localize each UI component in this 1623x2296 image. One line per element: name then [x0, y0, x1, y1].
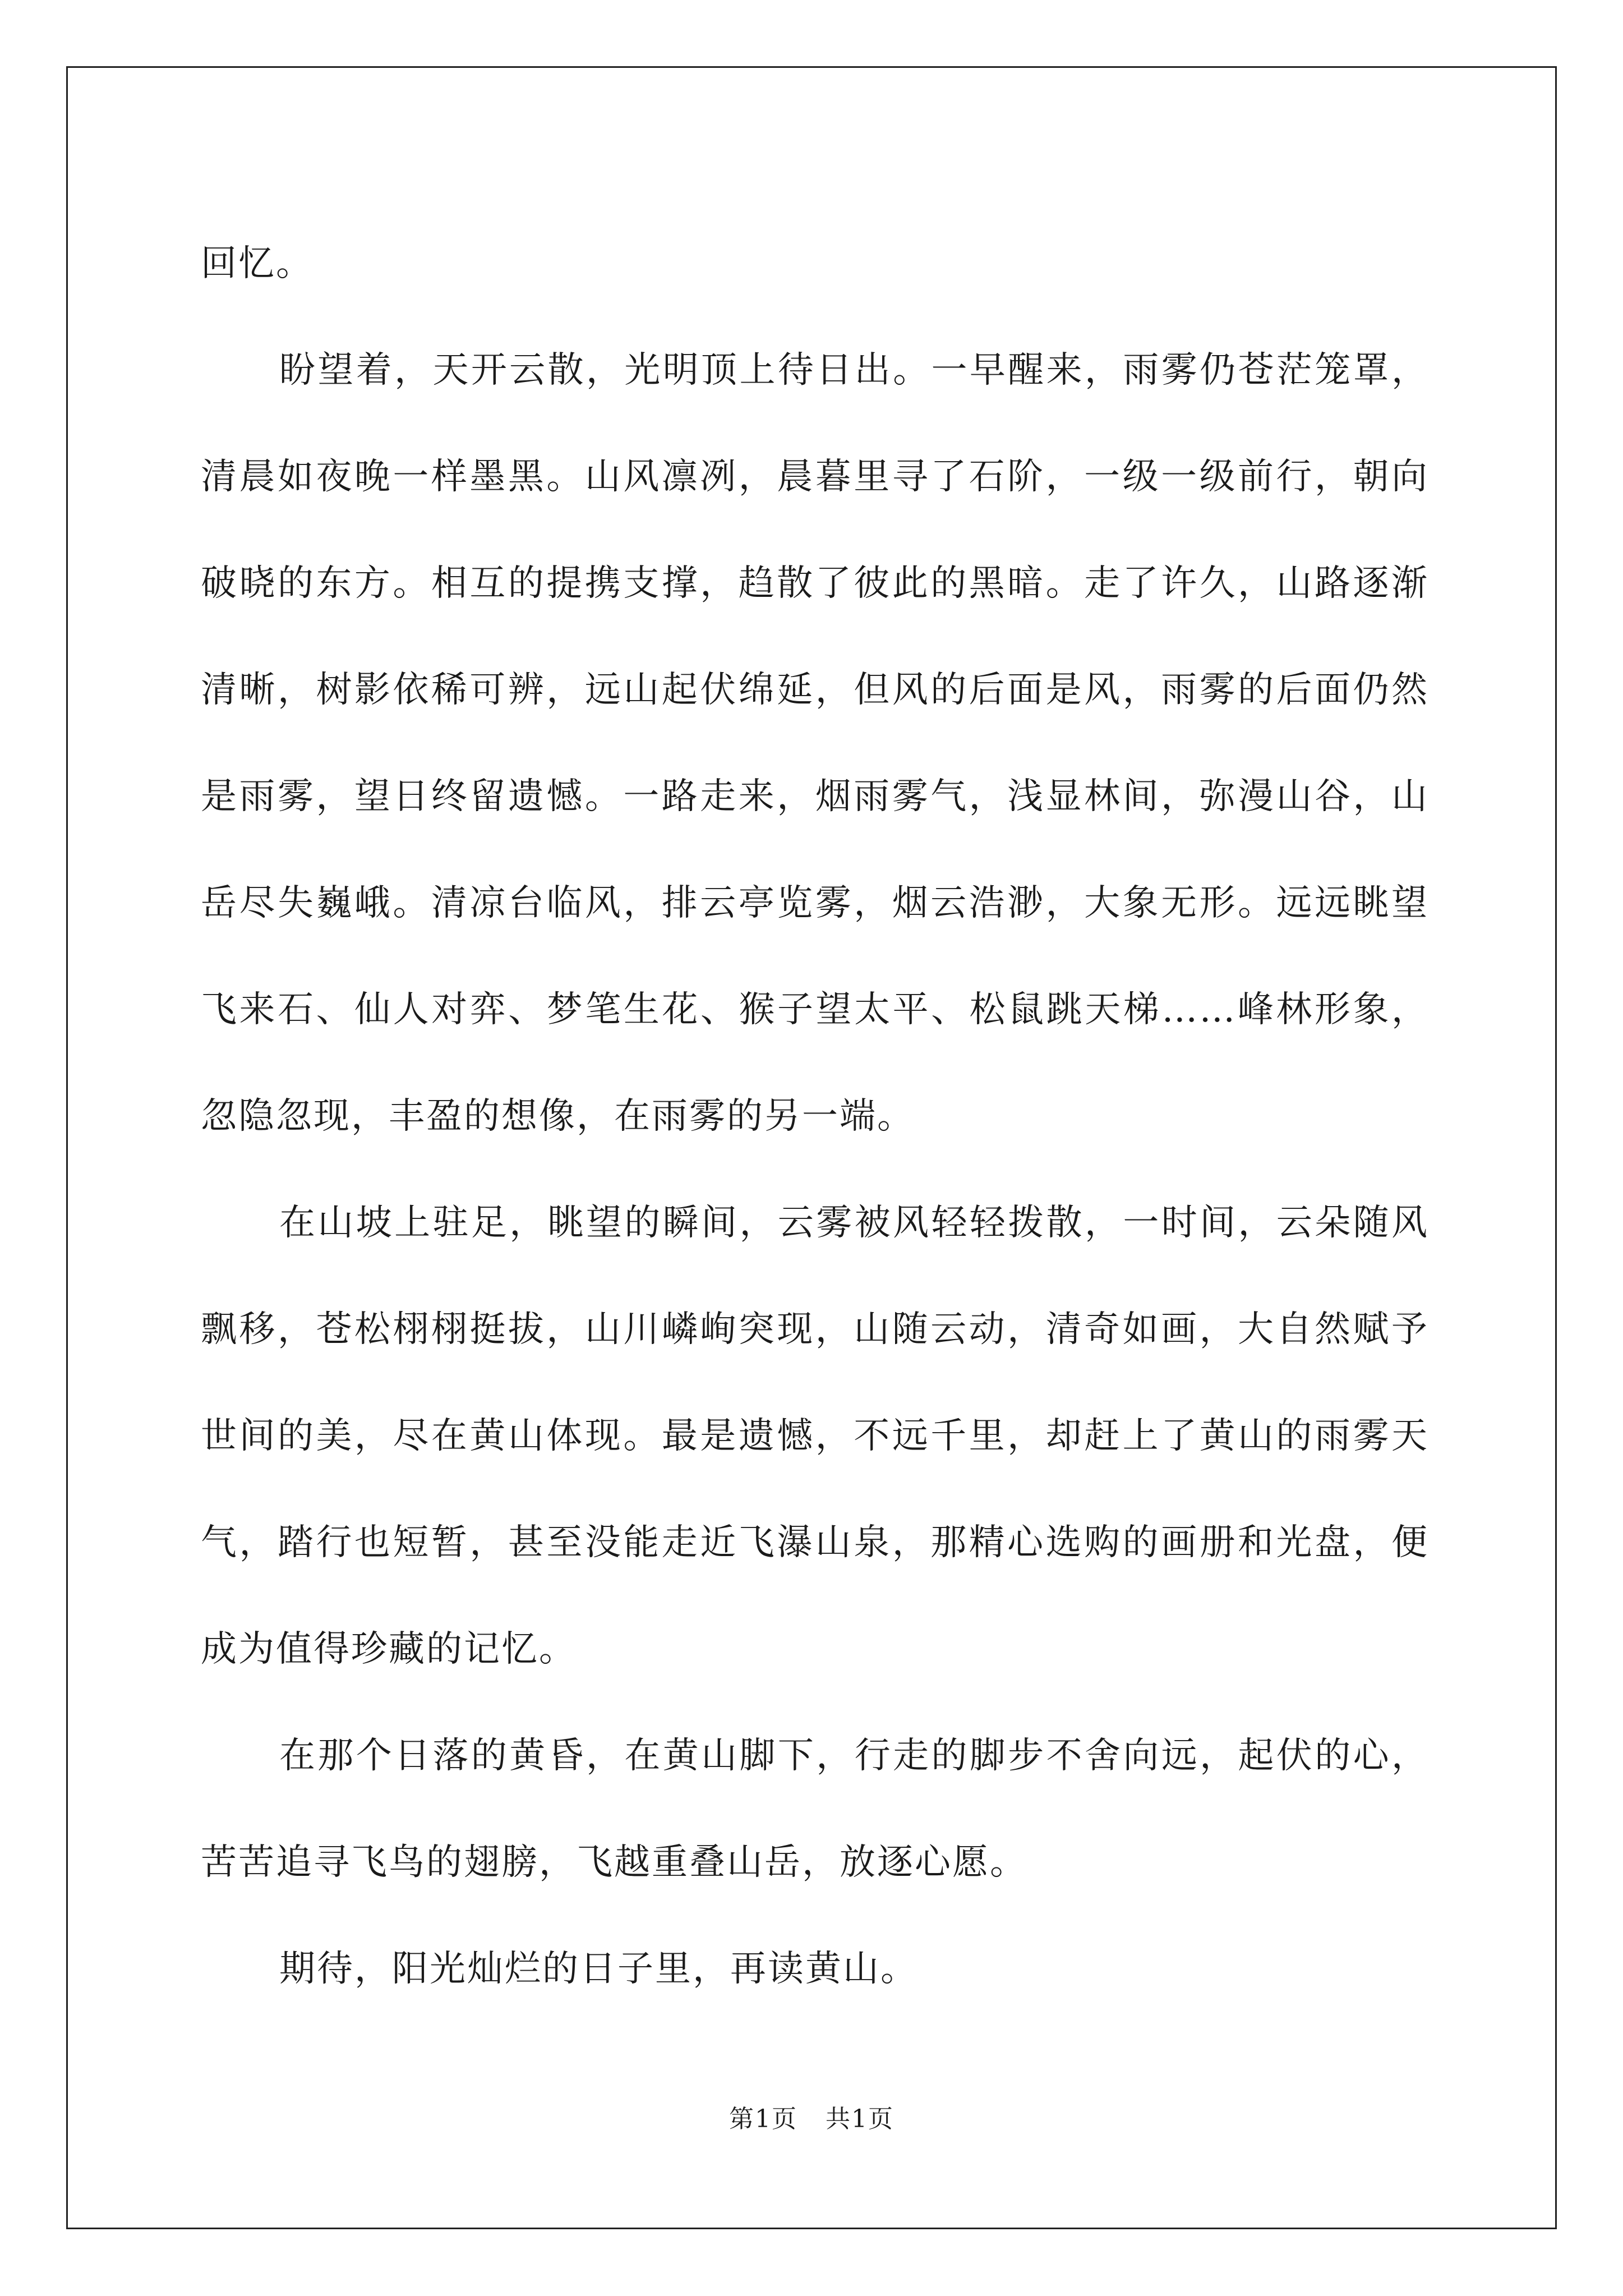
- page-number: 第1页: [729, 2105, 797, 2133]
- page-footer: [0, 2102, 1623, 2136]
- paragraph-dusk: 在那个日落的黄昏，在黄山脚下，行走的脚步不舍向远，起伏的心，苦苦追寻飞鸟的翅膀，飞越重叠山岳，放逐心愿。: [201, 1735, 1429, 1883]
- paragraph-closing: 期待，阳光灿烂的日子里，再读黄山。: [279, 1948, 918, 1990]
- paragraph-continuation: 回忆。: [201, 243, 313, 284]
- page-total: 共1页: [826, 2105, 894, 2133]
- paragraph-hillside: 在山坡上驻足，眺望的瞬间，云雾被风轻轻拨散，一时间，云朵随风飘移，苍松栩栩挺拔，山川嶙峋突现，山随云动，清奇如画，大自然赋予世间的美，尽在黄山体现。最是遗憾，不远千里，却赶上了黄山的雨雾天气，踏行也短暂，甚至没能走近飞瀑山泉，那精心选购的画册和光盘，便成为值得珍藏的记忆。: [201, 1202, 1429, 1670]
- document-body: [201, 210, 1429, 2022]
- paragraph-sunrise: 盼望着，天开云散，光明顶上待日出。一早醒来，雨雾仍苍茫笼罩，清晨如夜晚一样墨黑。山风凛冽，晨暮里寻了石阶，一级一级前行，朝向破晓的东方。相互的提携支撑，趋散了彼此的黑暗。走了许久，山路逐渐清晰，树影依稀可辨，远山起伏绵延，但风的后面是风，雨雾的后面仍然是雨雾，望日终留遗憾。一路走来，烟雨雾气，浅显林间，弥漫山谷，山岳尽失巍峨。清凉台临风，排云亭览雾，烟云浩渺，大象无形。远远眺望飞来石、仙人对弈、梦笔生花、猴子望太平、松鼠跳天梯……峰林形象，忽隐忽现，丰盈的想像，在雨雾的另一端。: [201, 349, 1429, 1137]
